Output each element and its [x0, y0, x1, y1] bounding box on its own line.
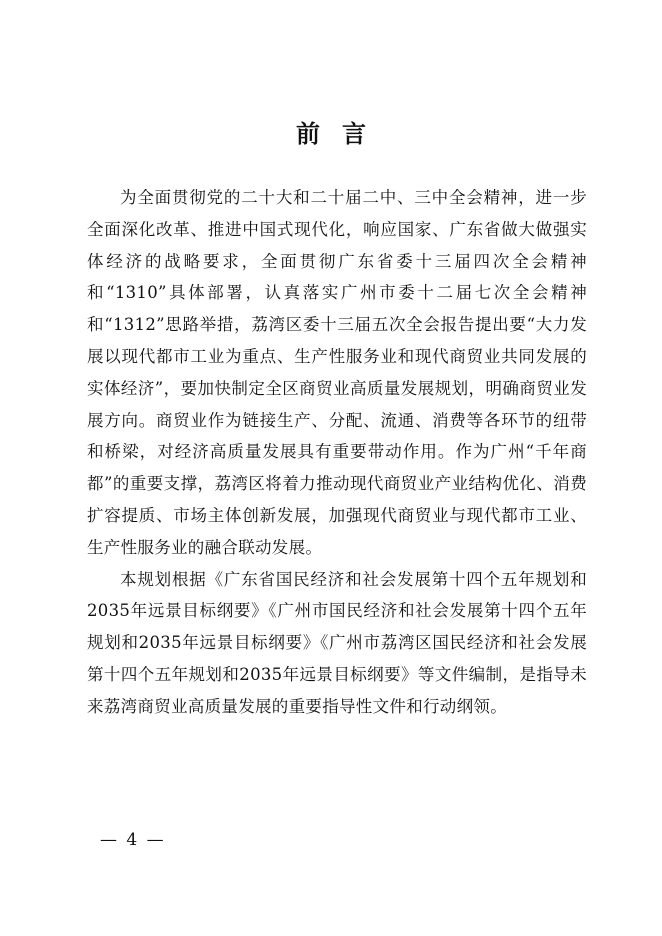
body-text: [87, 182, 587, 723]
paragraph-intro: 为全面贯彻党的二十大和二十届二中、三中全会精神，进一步全面深化改革、推进中国式现代化，响应国家、广东省做大做强实体经济的战略要求，全面贯彻广东省委十三届四次全会精神和“1310”具体部署，认真落实广州市委十二届七次全会精神和“1312”思路举措，荔湾区委十三届五次全会报告提出要“大力发展以现代都市工业为重点、生产性服务业和现代商贸业共同发展的实体经济”，要加快制定全区商贸业高质量发展规划，明确商贸业发展方向。商贸业作为链接生产、分配、流通、消费等各环节的纽带和桥梁，对经济高质量发展具有重要带动作用。作为广州“千年商都”的重要支撑，荔湾区将着力推动现代商贸业产业结构优化、消费扩容提质、市场主体创新发展，加强现代商贸业与现代都市工业、生产性服务业的融合联动发展。: [87, 188, 587, 557]
page-title: 前言: [296, 119, 388, 148]
page-number: — 4 —: [100, 830, 166, 850]
paragraph-basis: 本规划根据《广东省国民经济和社会发展第十四个五年规划和2035年远景目标纲要》《广州市国民经济和社会发展第十四个五年规划和2035年远景目标纲要》《广州市荔湾区国民经济和社会发展第十四个五年规划和2035年远景目标纲要》等文件编制，是指导未来荔湾商贸业高质量发展的重要指导性文件和行动纲领。: [87, 569, 587, 716]
